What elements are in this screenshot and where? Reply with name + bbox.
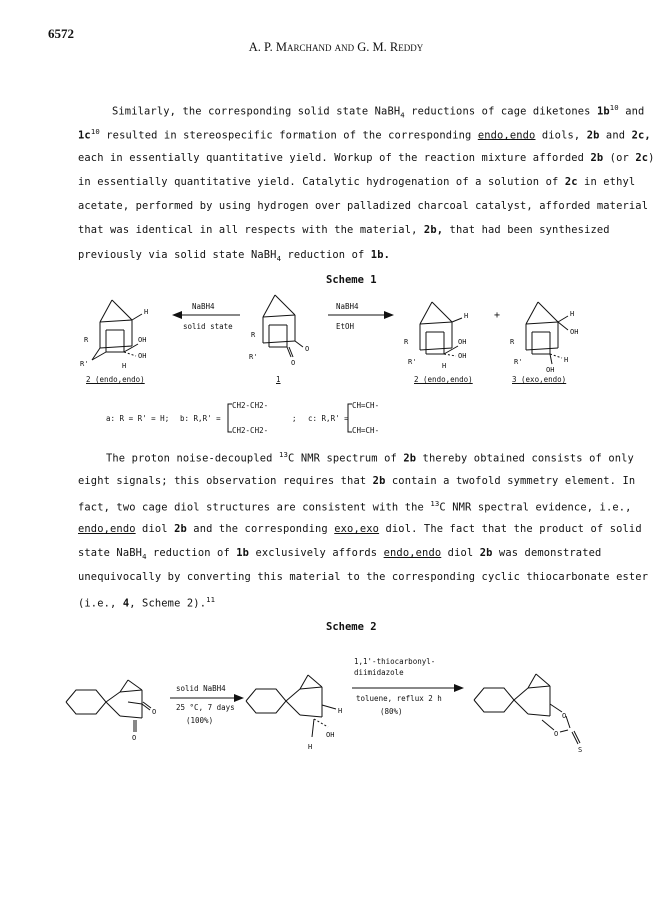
scheme-1-title: Scheme 1	[326, 274, 377, 286]
condition-step2-b: (80%)	[380, 707, 403, 716]
para2-line-4: endo,endo diol 2b and the corresponding exo,exo diol. The fact that the product of solid	[78, 523, 642, 535]
svg-text:OH: OH	[326, 731, 335, 739]
para1-line-5: acetate, performed by using hydrogen over palladized charcoal catalyst, afforded material	[78, 200, 649, 212]
para2-line-3: fact, two cage diol structures are consistent with the $^{13}$C NMR spectral evidence, i.e.,	[78, 499, 632, 514]
svg-text:O: O	[132, 734, 137, 742]
condition-step1-a: 25 °C, 7 days	[176, 703, 235, 712]
para2-line-7: (i.e., 4, Scheme 2).$^{11}$	[78, 595, 216, 610]
svg-text:OH: OH	[546, 366, 555, 374]
structure-4-thiocarbonate	[470, 664, 590, 759]
running-head: A. P. Marchand and G. M. Reddy	[248, 40, 424, 54]
key-b-bottom: CH2-CH2-	[232, 426, 269, 435]
key-a: a: R = R' = H;	[106, 414, 170, 423]
key-separator: ;	[292, 414, 297, 423]
svg-text:O: O	[554, 730, 559, 738]
para1-line-1: Similarly, the corresponding solid state NaBH$_4$ reductions of cage diketones $1b^{10}$ and	[112, 103, 645, 120]
para1-line-4: in essentially quantitative yield. Catalytic hydrogenation of a solution of 2c in ethyl	[78, 176, 636, 188]
para2-line-5: state NaBH$_4$ reduction of 1b exclusively affords endo,endo diol 2b was demonstrated	[78, 547, 602, 562]
svg-text:OH: OH	[138, 336, 147, 344]
svg-text:OH: OH	[458, 338, 467, 346]
svg-text:OH: OH	[570, 328, 579, 336]
plus-sign: +	[494, 310, 501, 321]
key-b-bracket	[226, 402, 234, 436]
atom-H: H	[144, 308, 149, 316]
svg-text:OH: OH	[458, 352, 467, 360]
svg-text:H: H	[564, 356, 569, 364]
structure-1-diketone	[243, 285, 333, 370]
condition-left: solid state	[183, 322, 233, 331]
key-b-top: CH2-CH2-	[232, 401, 269, 410]
reagent-step2-b: diimidazole	[354, 668, 404, 677]
key-b: b: R,R' =	[180, 414, 221, 423]
svg-text:R': R'	[80, 360, 89, 368]
structure-scheme2-diketone	[62, 672, 172, 752]
condition-step2-a: toluene, reflux 2 h	[356, 694, 442, 703]
key-c-top: CH=CH-	[352, 401, 380, 410]
label-3: 3 (exo,endo)	[512, 375, 567, 384]
svg-text:H: H	[122, 362, 127, 370]
key-c: c: R,R' =	[308, 414, 349, 423]
svg-text:O: O	[305, 345, 310, 353]
reagent-left: NaBH4	[192, 302, 215, 311]
para2-line-6: unequivocally by converting this material to the corresponding cyclic thiocarbonate ester	[78, 571, 649, 583]
label-2-right: 2 (endo,endo)	[414, 375, 473, 384]
svg-text:R: R	[404, 338, 409, 346]
para2-line-1: The proton noise-decoupled $^{13}$C NMR spectrum of 2b thereby obtained consists of only	[106, 450, 634, 465]
structure-scheme2-diol	[242, 665, 352, 760]
reaction-arrow-scheme2-step2	[352, 683, 464, 693]
structure-2-product	[400, 292, 490, 377]
svg-text:R: R	[251, 331, 256, 339]
structure-3-exo-endo	[506, 292, 596, 377]
svg-text:O: O	[152, 708, 157, 716]
svg-text:R': R'	[408, 358, 417, 366]
svg-text:H: H	[442, 362, 447, 370]
svg-text:R: R	[84, 336, 89, 344]
reagent-step2-a: 1,1'-thiocarbonyl-	[354, 657, 436, 666]
key-c-bottom: CH=CH-	[352, 426, 380, 435]
reaction-arrow-right	[328, 310, 394, 320]
svg-text:S: S	[578, 746, 583, 754]
key-c-bracket	[346, 402, 354, 436]
scheme-2-title: Scheme 2	[326, 621, 377, 633]
svg-text:OH: OH	[138, 352, 147, 360]
svg-text:O: O	[562, 712, 567, 720]
reaction-arrow-scheme2-step1	[170, 693, 244, 703]
reagent-right: NaBH4	[336, 302, 359, 311]
svg-text:H: H	[338, 707, 343, 715]
para1-line-7: previously via solid state NaBH$_4$ reduction of 1b.	[78, 249, 391, 264]
page-number: 6572	[48, 26, 74, 41]
svg-text:O: O	[291, 359, 296, 367]
svg-text:R: R	[510, 338, 515, 346]
para1-line-6: that was identical in all respects with the material, 2b, that had been synthesized	[78, 224, 610, 236]
svg-text:R': R'	[514, 358, 523, 366]
label-2-left: 2 (endo,endo)	[86, 375, 145, 384]
reagent-step1: solid NaBH4	[176, 684, 226, 693]
svg-text:H: H	[570, 310, 575, 318]
para2-line-2: eight signals; this observation requires that 2b contain a twofold symmetry element. In	[78, 475, 636, 487]
para1-line-2: $1c^{10}$ resulted in stereospecific formation of the corresponding endo,endo diols, 2b and 2c,	[78, 127, 651, 142]
structure-2-endo-endo	[80, 290, 170, 375]
condition-step1-b: (100%)	[186, 716, 214, 725]
svg-text:H: H	[464, 312, 469, 320]
svg-text:H: H	[308, 743, 313, 751]
para1-line-3: each in essentially quantitative yield. Workup of the reaction mixture afforded 2b (or 2c)	[78, 152, 655, 164]
svg-text:R': R'	[249, 353, 258, 361]
label-1: 1	[276, 375, 281, 384]
condition-right: EtOH	[336, 322, 355, 331]
reaction-arrow-left	[172, 310, 242, 320]
